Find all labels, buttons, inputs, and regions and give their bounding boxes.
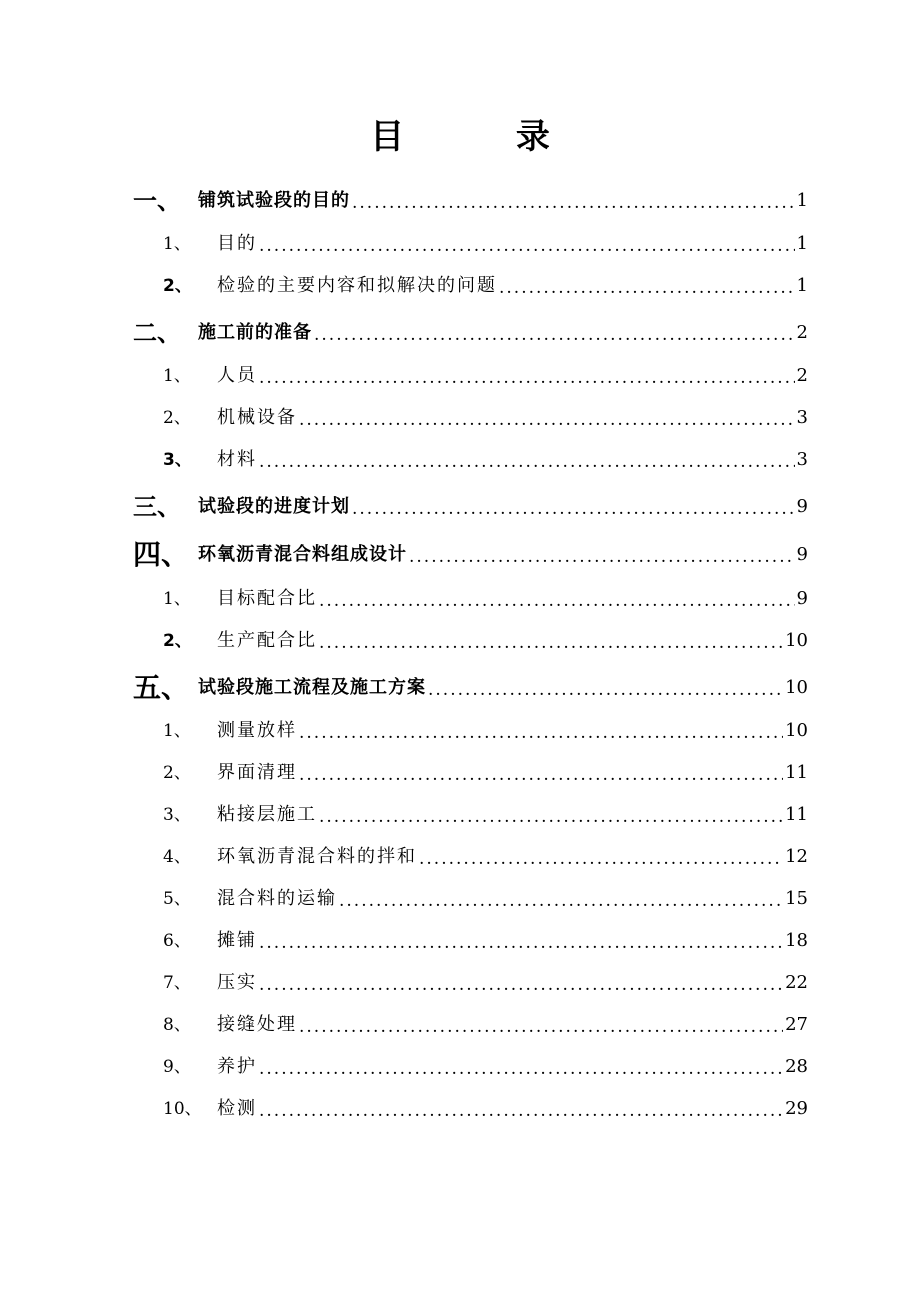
- toc-leader-dots: [319, 806, 783, 828]
- toc-page-number: 11: [785, 762, 808, 783]
- toc-label: 环氧沥青混合料的拌和: [217, 846, 417, 867]
- toc-label: 粘接层施工: [217, 804, 317, 825]
- toc-number: 2、: [163, 276, 192, 296]
- toc-item[interactable]: [0, 626, 920, 656]
- toc-section-4[interactable]: [0, 540, 920, 570]
- toc-page-number: 29: [785, 1098, 808, 1119]
- toc-number: 9、: [163, 1057, 191, 1077]
- toc-item[interactable]: [0, 1052, 920, 1082]
- toc-section-2[interactable]: [0, 318, 920, 348]
- toc-item[interactable]: [0, 1010, 920, 1040]
- toc-number: 五、: [133, 671, 190, 704]
- toc-leader-dots: [314, 324, 795, 346]
- toc-label: 试验段施工流程及施工方案: [198, 677, 426, 698]
- toc-leader-dots: [259, 932, 783, 954]
- toc-number: 一、: [133, 187, 181, 215]
- toc-label: 检测: [217, 1098, 257, 1119]
- toc-label: 养护: [217, 1056, 257, 1077]
- toc-leader-dots: [259, 235, 795, 257]
- toc-label: 目标配合比: [217, 588, 317, 609]
- toc-section-3[interactable]: [0, 492, 920, 522]
- toc-leader-dots: [419, 848, 783, 870]
- toc-leader-dots: [259, 974, 783, 996]
- toc-section-5[interactable]: [0, 673, 920, 703]
- toc-leader-dots: [299, 1016, 783, 1038]
- toc-leader-dots: [259, 451, 795, 473]
- toc-number: 1、: [163, 721, 191, 741]
- toc-item[interactable]: [0, 271, 920, 301]
- toc-label: 环氧沥青混合料组成设计: [198, 544, 407, 565]
- toc-page-number: 18: [785, 930, 808, 951]
- toc-number: 10、: [163, 1099, 202, 1119]
- toc-number: 1、: [163, 366, 191, 386]
- toc-item[interactable]: [0, 968, 920, 998]
- toc-page-number: 11: [785, 804, 808, 825]
- toc-item[interactable]: [0, 842, 920, 872]
- toc-page-number: 10: [785, 677, 808, 698]
- toc-label: 试验段的进度计划: [198, 496, 350, 517]
- toc-leader-dots: [409, 546, 795, 568]
- toc-leader-dots: [259, 1058, 783, 1080]
- toc-leader-dots: [259, 1100, 783, 1122]
- toc-leader-dots: [352, 498, 795, 520]
- toc-label: 摊铺: [217, 930, 257, 951]
- toc-number: 3、: [163, 450, 192, 470]
- toc-item[interactable]: [0, 445, 920, 475]
- toc-leader-dots: [428, 679, 783, 701]
- toc-item[interactable]: [0, 361, 920, 391]
- toc-label: 材料: [217, 449, 257, 470]
- toc-number: 6、: [163, 931, 191, 951]
- toc-page-number: 3: [796, 407, 808, 428]
- toc-number: 4、: [163, 847, 191, 867]
- toc-number: 四、: [133, 538, 190, 571]
- toc-label: 压实: [217, 972, 257, 993]
- toc-leader-dots: [259, 367, 795, 389]
- toc-page-number: 10: [785, 630, 808, 651]
- toc-page-number: 15: [785, 888, 808, 909]
- toc-leader-dots: [299, 409, 795, 431]
- toc-item[interactable]: [0, 716, 920, 746]
- toc-page-number: 3: [796, 449, 808, 470]
- toc-label: 施工前的准备: [198, 322, 312, 343]
- toc-page-number: 2: [796, 365, 808, 386]
- page-title: 目 录: [370, 117, 600, 157]
- toc-label: 接缝处理: [217, 1014, 297, 1035]
- toc-item[interactable]: [0, 800, 920, 830]
- toc-page-number: 2: [796, 322, 808, 343]
- toc-page-number: 1: [796, 233, 808, 254]
- toc-item[interactable]: [0, 758, 920, 788]
- toc-number: 2、: [163, 408, 191, 428]
- toc-leader-dots: [299, 722, 783, 744]
- toc-page-number: 28: [785, 1056, 808, 1077]
- toc-number: 7、: [163, 973, 191, 993]
- toc-page-number: 27: [785, 1014, 808, 1035]
- toc-item[interactable]: [0, 229, 920, 259]
- toc-number: 2、: [163, 763, 191, 783]
- toc-page-number: 22: [785, 972, 808, 993]
- toc-leader-dots: [339, 890, 783, 912]
- toc-number: 3、: [163, 805, 191, 825]
- toc-item[interactable]: [0, 884, 920, 914]
- toc-leader-dots: [499, 277, 795, 299]
- toc-section-1[interactable]: [0, 186, 920, 216]
- toc-item[interactable]: [0, 1094, 920, 1124]
- toc-label: 界面清理: [217, 762, 297, 783]
- toc-label: 目的: [217, 233, 257, 254]
- toc-number: 三、: [133, 493, 181, 521]
- toc-page-number: 10: [785, 720, 808, 741]
- toc-page-number: 1: [796, 275, 808, 296]
- toc-label: 铺筑试验段的目的: [198, 190, 350, 211]
- toc-label: 测量放样: [217, 720, 297, 741]
- toc-number: 二、: [133, 319, 181, 347]
- toc-page-number: 9: [796, 588, 808, 609]
- toc-leader-dots: [352, 192, 795, 214]
- toc-number: 1、: [163, 234, 191, 254]
- toc-number: 2、: [163, 631, 192, 651]
- toc-label: 人员: [217, 365, 257, 386]
- toc-number: 5、: [163, 889, 191, 909]
- toc-item[interactable]: [0, 403, 920, 433]
- toc-number: 8、: [163, 1015, 191, 1035]
- toc-item[interactable]: [0, 584, 920, 614]
- toc-label: 生产配合比: [217, 630, 317, 651]
- toc-leader-dots: [319, 632, 783, 654]
- toc-page-number: 9: [796, 544, 808, 565]
- toc-leader-dots: [299, 764, 783, 786]
- toc-page-number: 9: [796, 496, 808, 517]
- toc-page-number: 1: [796, 190, 808, 211]
- toc-label: 混合料的运输: [217, 888, 337, 909]
- toc-number: 1、: [163, 589, 191, 609]
- toc-label: 检验的主要内容和拟解决的问题: [217, 275, 497, 296]
- toc-leader-dots: [319, 590, 795, 612]
- toc-item[interactable]: [0, 926, 920, 956]
- toc-label: 机械设备: [217, 407, 297, 428]
- toc-page-number: 12: [785, 846, 808, 867]
